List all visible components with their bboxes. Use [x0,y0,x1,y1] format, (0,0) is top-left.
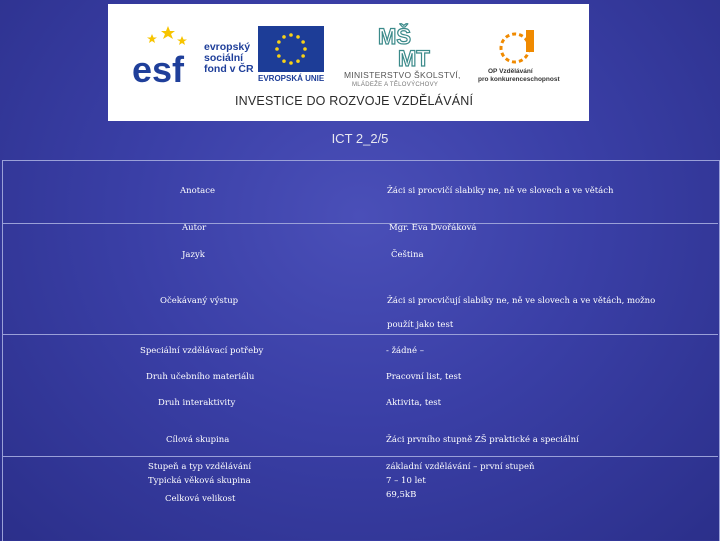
eu-star [296,59,300,63]
eu-star [282,35,286,39]
row-value-stupen-typ: základní vzdělávání – první stupeň [386,462,535,472]
eu-label: EVROPSKÁ UNIE [258,74,325,83]
row-label-vekova-skupina: Typická věková skupina [148,476,251,486]
logo-banner [108,4,589,121]
eu-star [277,54,281,58]
eu-star [296,35,300,39]
eu-star [275,47,279,51]
row-value-ocekavany-vystup: Žáci si procvičují slabiky ne, ně ve slovech a ve větách, možno [387,296,656,306]
row-value-anotace: Žáci si procvičí slabiky ne, ně ve slovech a ve větách [387,186,614,196]
row-value-celkova-velikost: 69,5kB [386,490,417,500]
row-value-autor: Mgr. Eva Dvořáková [389,223,477,233]
row-label-stupen-typ: Stupeň a typ vzdělávání [148,462,252,472]
msmt-label: MINISTERSTVO ŠKOLSTVÍ, [344,70,461,80]
row-label-druh-interaktivity: Druh interaktivity [158,398,236,408]
op-sublabel: pro konkurenceschopnost [478,76,560,83]
table-divider [2,334,718,335]
eu-star [277,40,281,44]
esf-line2: sociální [204,52,244,64]
banner-slogan: INVESTICE DO ROZVOJE VZDĚLÁVÁNÍ [235,94,474,108]
row-label-autor: Autor [182,223,207,233]
svg-text:esf: esf [132,49,185,86]
msmt-logo-icon [376,20,438,70]
op-logo-icon [493,26,539,66]
row-label-jazyk: Jazyk [182,250,205,260]
row-value-specialni-potreby: - žádné – [386,346,425,356]
svg-text:MŠ: MŠ [378,24,411,49]
table-divider [2,456,718,457]
esf-logo-icon [130,24,202,86]
eu-star [301,40,305,44]
row-label-ocekavany-vystup: Očekávaný výstup [160,296,239,306]
metadata-table [2,160,720,541]
row-value-cilova-skupina: Žáci prvního stupně ZŠ praktické a speciální [386,435,579,445]
eu-star [303,47,307,51]
table-divider [2,223,718,224]
esf-line1: evropský [204,41,251,53]
op-label: OP Vzdělávání [488,68,533,75]
row-value-druh-interaktivity: Aktivita, test [386,398,442,408]
row-value-vekova-skupina: 7 – 10 let [386,476,426,486]
msmt-sublabel: MLÁDEŽE A TĚLOVÝCHOVY [352,82,439,88]
esf-text [204,42,254,75]
row-label-celkova-velikost: Celková velikost [165,494,236,504]
row-value-druh-materialu: Pracovní list, test [386,372,462,382]
eu-star [289,33,293,37]
row-label-druh-materialu: Druh učebního materiálu [146,372,255,382]
row-label-cilova-skupina: Cílová skupina [166,435,230,445]
eu-star [301,54,305,58]
svg-text:MT: MT [398,46,430,70]
row-value-jazyk: Čeština [391,250,424,260]
eu-star [289,61,293,65]
row-label-specialni-potreby: Speciální vzdělávací potřeby [140,346,264,356]
eu-star [282,59,286,63]
material-code: ICT 2_2/5 [331,131,389,146]
row-value-ocekavany-vystup-line2: použít jako test [387,320,454,330]
row-label-anotace: Anotace [180,186,216,196]
esf-line3: fond v ČR [204,63,254,75]
eu-flag-icon [258,26,324,72]
